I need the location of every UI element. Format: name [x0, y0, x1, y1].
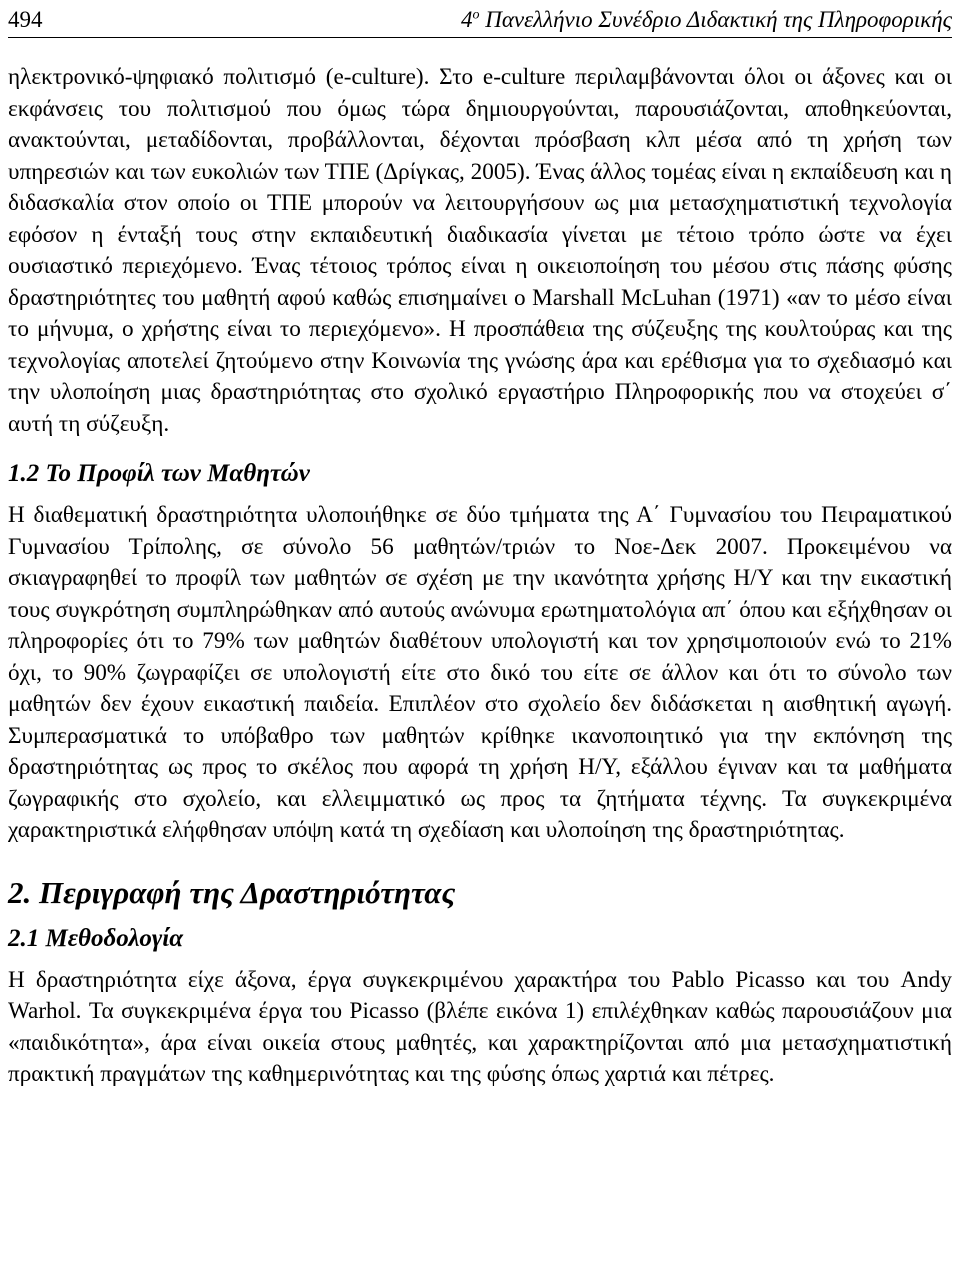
section-heading-methodology: 2.1 Μεθοδολογία	[8, 924, 184, 952]
paragraph-student-profile: Η διαθεματική δραστηριότητα υλοποιήθηκε σε δύο τμήματα της Α΄ Γυμνασίου του Πειραματικού Γυμνασίου Τρίπολης, σε σύνολο 56 μαθητών/τριών το Νοε-Δεκ 2007. Προκειμένου να σκιαγραφηθεί το προφίλ των μαθητών σε σχέση με την ικανότητα χρήσης Η/Υ και την εικαστική τους συγκρότηση συμπληρώθηκαν από αυτούς ανώνυμα ερωτηματολόγια απ΄ όπου και εξήχθησαν οι πληροφορίες ότι το 79% των μαθητών διαθέτουν υπολογιστή και τον χρησιμοποιούν ενώ το 21% όχι, το 90% ζωγραφίζει σε υπολογιστή είτε στο δικό του είτε σε άλλον και ότι το σύνολο των μαθητών δεν έχουν εικαστική παιδεία. Επιπλέον στο σχολείο δεν διδάσκεται η αισθητική αγωγή. Συμπερασματικά το υπόβαθρο των μαθητών κρίθηκε ικανοποιητικό για την εκπόνηση της δραστηριότητας ως προς το σκέλος που αφορά τη χρήση Η/Υ, εξάλλου έγιναν και τα μαθήματα ζωγραφικής στο σχολείο, και ελλειμματικό ως προς τα ζητήματα τέχνης. Τα συγκεκριμένα χαρακτηριστικά ελήφθησαν υπόψη κατά τη σχεδίαση και υλοποίηση της δραστηριότητας.	[8, 502, 952, 843]
section-heading-student-profile: 1.2 Το Προφίλ των Μαθητών	[8, 460, 310, 487]
page-content	[8, 62, 952, 1091]
paragraph-methodology: Η δραστηριότητα είχε άξονα, έργα συγκεκριμένου χαρακτήρα του Pablo Picasso και του Andy Warhol. Τα συγκεκριμένα έργα του Picasso (βλέπε εικόνα 1) επιλέχθηκαν καθώς παρουσιάζουν μια «παιδικότητα», άρα είναι οικεία στους μαθητές, και χαρακτηρίζονται από μια μετασχηματιστική πρακτική πραγμάτων της καθημερινότητας και της φύσης όπως χαρτιά και πέτρες.	[8, 966, 952, 1087]
conference-title	[461, 7, 952, 33]
ordinal-superscript: ο	[472, 7, 480, 23]
page-number: 494	[8, 7, 43, 32]
section-heading-activity-description: 2. Περιγραφή της Δραστηριότητας	[8, 874, 456, 910]
conference-number: 4	[460, 7, 473, 32]
conference-name: Πανελλήνιο Συνέδριο Διδακτική της Πληροφορικής	[479, 7, 952, 32]
paragraph-eculture: ηλεκτρονικό-ψηφιακό πολιτισμό (e-culture). Στο e-culture περιλαμβάνονται όλοι οι άξονες και οι εκφάνσεις του πολιτισμού που όμως τώρα δημιουργούνται, παρουσιάζονται, αποθηκεύονται, ανακτούνται, μεταδίδονται, προβάλλονται, δέχονται πρόσβαση κλπ μέσα από τη χρήση των υπηρεσιών και των ευκολιών των ΤΠΕ (Δρίγκας, 2005). Ένας άλλος τομέας είναι η εκπαίδευση και η διδασκαλία στον οποίο οι ΤΠΕ μπορούν να λειτουργήσουν ως μια μετασχηματιστική τεχνολογία εφόσον η ένταξή τους στην εκπαιδευτική διαδικασία γίνεται με τέτοιο τρόπο ώστε να έχει ουσιαστικό περιεχόμενο. Ένας τέτοιος τρόπος είναι η οικειοποίηση του μέσου στις πάσης φύσης δραστηριότητες του μαθητή αφού καθώς επισημαίνει ο Marshall McLuhan (1971) «αν το μέσο είναι το μήνυμα, ο χρήστης είναι το περιεχόμενο». Η προσπάθεια της σύζευξης της κουλτούρας και της τεχνολογίας αποτελεί ζητούμενο στην Κοινωνία της γνώσης άρα και ερέθισμα για το σχεδιασμό και την υλοποίηση μιας δραστηριότητας στο σχολικό εργαστήριο Πληροφορικής που να στοχεύει σ΄ αυτή τη σύζευξη.	[8, 64, 952, 437]
running-header	[8, 0, 952, 38]
